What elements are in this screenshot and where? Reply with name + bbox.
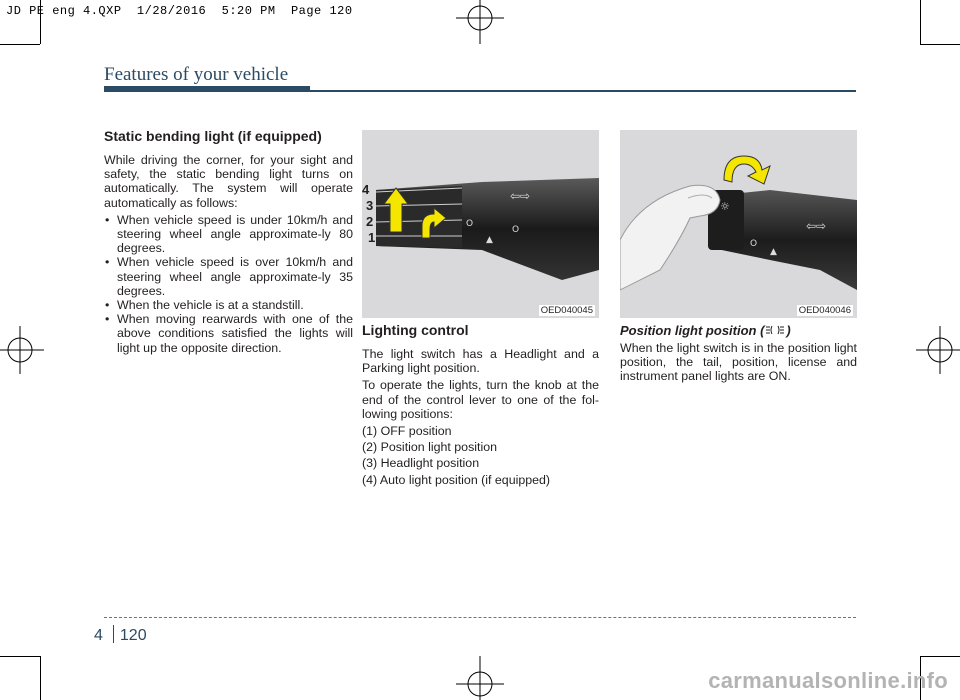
page-number-value: 120 (119, 627, 147, 644)
list-item: • When the vehicle is at a standstill. (104, 298, 353, 312)
footer-rule (104, 617, 856, 618)
page-divider (113, 625, 114, 643)
light-switch-figure (362, 130, 599, 318)
middle-column (362, 322, 599, 489)
list-item: (4) Auto light position (if equipped) (362, 472, 551, 487)
position-label-2: 2 (366, 214, 374, 229)
crop-mark (920, 0, 921, 44)
position-light-para: When the light switch is in the position light position, the tail, position, license and instrument panel lights are ON. (620, 341, 857, 384)
print-slug: JD PE eng 4.QXP 1/28/2016 5:20 PM Page 120 (6, 4, 353, 18)
heading-suffix: ) (786, 323, 791, 338)
svg-text:▲: ▲ (770, 247, 777, 257)
hand-lever-illustration (620, 130, 857, 318)
list-item: • When vehicle speed is under 10km/h and steering wheel angle approximate-ly 80 degrees. (104, 213, 353, 256)
position-label-4: 4 (362, 182, 370, 197)
svg-text:▲: ▲ (486, 235, 493, 245)
registration-mark-top (448, 0, 512, 44)
lever-illustration (362, 130, 599, 318)
lighting-control-para1: The light switch has a Headlight and a Parking light position. (362, 347, 599, 376)
list-item: • When vehicle speed is over 10km/h and steering wheel angle approximate-ly 35 degrees. (104, 255, 353, 298)
registration-mark-right (916, 318, 960, 382)
static-bending-intro: While driving the corner, for your sight and safety, the static bending light turns on automatically. The system will operate automatically as follows: (104, 153, 353, 210)
list-item: (1) OFF position (362, 424, 452, 439)
lighting-control-heading: Lighting control (362, 322, 469, 338)
watermark[interactable]: carmanualsonline.info (708, 668, 948, 693)
registration-mark-left (0, 318, 44, 382)
svg-text:⇦⇨: ⇦⇨ (510, 189, 531, 203)
static-bending-heading: Static bending light (if equipped) (104, 128, 322, 144)
hand-switch-figure (620, 130, 857, 318)
svg-text:⇦⇨: ⇦⇨ (806, 219, 827, 233)
svg-text:O: O (750, 239, 758, 249)
list-item: (2) Position light position (362, 440, 497, 455)
page-number (94, 625, 157, 645)
crop-mark (920, 656, 960, 657)
heading-prefix: Position light position ( (620, 323, 765, 338)
header-rule-thick (104, 86, 310, 92)
position-light-icon (765, 324, 785, 336)
crop-mark (40, 656, 41, 700)
section-title: Features of your vehicle (104, 64, 289, 85)
svg-text:O: O (512, 225, 520, 235)
crop-mark (920, 44, 960, 45)
header-rule-thin (310, 90, 856, 92)
chapter-number: 4 (94, 627, 103, 644)
crop-mark (0, 44, 40, 45)
position-label-1: 1 (368, 230, 376, 245)
lighting-control-para2: To operate the lights, turn the knob at the end of the control lever to one of the fol-lowing positions: (362, 378, 599, 421)
static-bending-list (104, 213, 353, 355)
positions-list (362, 424, 599, 487)
left-column (104, 128, 353, 355)
svg-text:☼: ☼ (720, 200, 730, 213)
position-light-heading (620, 322, 857, 339)
figure-code: OED040046 (798, 305, 851, 316)
svg-text:O: O (466, 219, 474, 229)
right-column (620, 322, 857, 387)
crop-mark (0, 656, 40, 657)
list-item: (3) Headlight position (362, 456, 480, 471)
figure-code: OED040045 (540, 305, 593, 316)
list-item: • When moving rearwards with one of the above conditions satisfied the lights will light up the opposite direction. (104, 312, 353, 355)
registration-mark-bottom (448, 656, 512, 700)
position-label-3: 3 (366, 198, 374, 213)
